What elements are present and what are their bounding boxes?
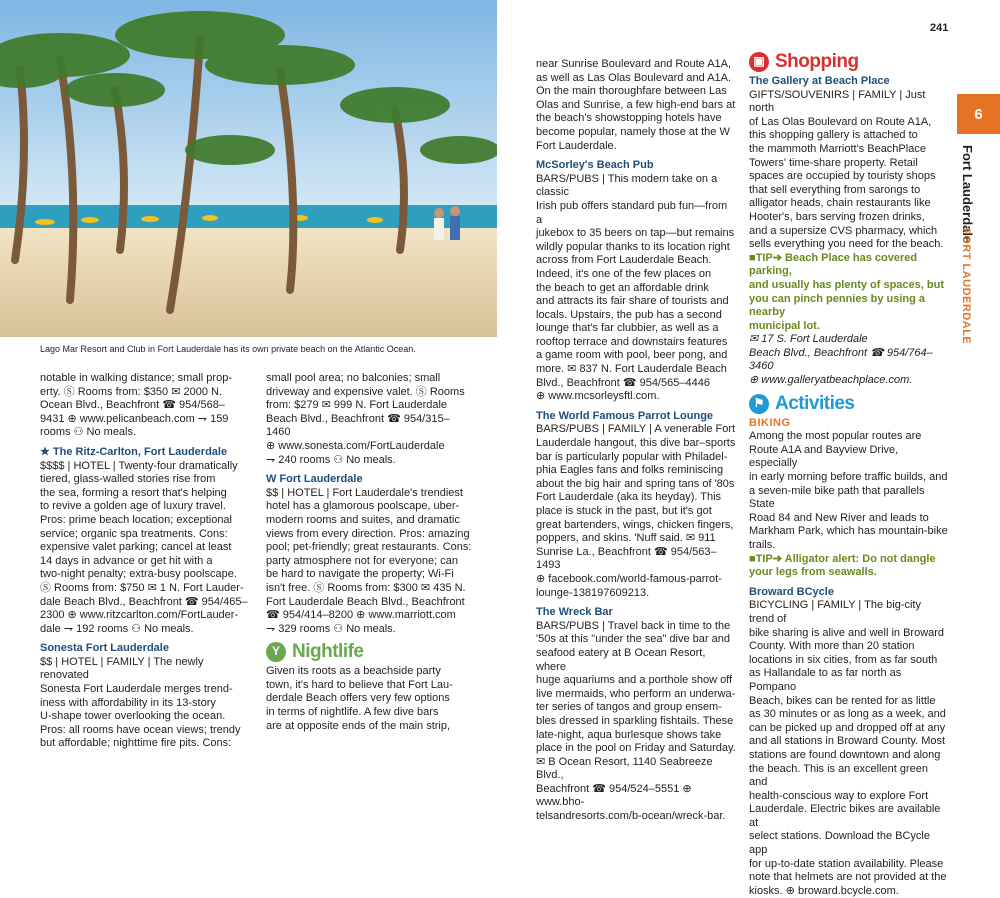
text-line: County. With more than 20 station	[749, 640, 915, 653]
text-line: place in the pool on Friday and Saturday.	[536, 742, 736, 755]
text-line: tiered, glass-walled stories rise from	[40, 473, 216, 486]
text-line: as well as Las Olas Boulevard and A1A.	[536, 71, 732, 84]
text-line: bles dressed in sparkling fishtails. These	[536, 714, 734, 727]
text-line: Road 84 and New River and leads to	[749, 511, 929, 524]
text-line: the mammoth Marriott's BeachPlace	[749, 142, 926, 155]
text-line: erty. Ⓢ Rooms from: $350 ✉ 2000 N.	[40, 385, 223, 398]
text-line: derdale Beach offers very few options	[266, 692, 450, 705]
text-line: Beach Blvd., Beachfront ☎ 954/315–1460	[266, 412, 450, 439]
nightlife-section-header	[266, 642, 474, 662]
text-line: and attracts its fair share of tourists and	[536, 295, 729, 308]
text-line: you can pinch pennies by using a nearby	[749, 292, 926, 319]
text-line: Towers' time-share property. Retail	[749, 156, 918, 169]
text-line: $$$$ | HOTEL | Twenty-four dramatically	[40, 459, 238, 472]
text-line: small pool area; no balconies; small	[266, 372, 441, 384]
text-line: ⊕ facebook.com/world-famous-parrot-	[536, 572, 722, 585]
chapter-subtitle: FORT LAUDERDALE	[960, 228, 972, 345]
text-line: ■TIP➔ Beach Place has covered parking,	[749, 251, 918, 278]
gallery-body	[749, 89, 949, 252]
column-1	[40, 372, 248, 751]
activities-title: Activities	[775, 392, 855, 414]
text-line: and all stations in Broward County. Most	[749, 735, 946, 748]
wreck-title: The Wreck Bar	[536, 606, 613, 619]
text-line: rooftop terrace and downstairs features	[536, 335, 728, 348]
text-line: modern rooms and suites, and dramatic	[266, 513, 460, 526]
text-line: Fort Lauderdale.	[536, 139, 617, 152]
sonesta-title: Sonesta Fort Lauderdale	[40, 642, 169, 655]
text-line: the beach. This is an excellent green and	[749, 762, 928, 789]
text-line: Olas and Sunrise, a few high-end bars at	[536, 98, 736, 111]
nightlife-body	[266, 665, 474, 733]
text-line: notable in walking distance; small prop-	[40, 372, 232, 384]
bcycle-title: Broward BCycle	[749, 585, 834, 598]
text-line: in terms of nightlife. A few dive bars	[266, 706, 439, 719]
chapter-side-label	[960, 145, 982, 345]
text-line: but affordable; nighttime fire pits. Cons:	[40, 737, 232, 750]
text-line: Blvd., Beachfront ☎ 954/565–4446	[536, 376, 710, 389]
text-line: Ocean Blvd., Beachfront ☎ 954/568–	[40, 399, 225, 412]
text-line: iness with affordability in its 13-story	[40, 696, 216, 709]
text-line: as Hallandale to as far north as Pompano	[749, 667, 902, 693]
bcycle-body	[749, 599, 949, 898]
text-line: $$ | HOTEL | Fort Lauderdale's trendiest	[266, 486, 463, 499]
sonesta-body	[40, 656, 248, 751]
col3-intro	[536, 58, 736, 153]
text-line: Among the most popular routes are	[749, 430, 922, 443]
wreck-body	[536, 620, 736, 824]
text-line: lounge-138197609213.	[536, 586, 650, 599]
text-line: locals. Upstairs, the pub has a second	[536, 308, 722, 321]
text-line: BARS/PUBS | This modern take on a classic	[536, 172, 718, 199]
text-line: wildly popular thanks to its location right	[536, 240, 730, 253]
text-line: U-shape tower overlooking the ocean.	[40, 710, 226, 723]
text-line: spaces are occupied by touristy shops	[749, 170, 936, 183]
activities-section-header	[749, 394, 949, 414]
text-line: huge aquariums and a porthole show off	[536, 674, 733, 687]
text-line: ⊕ www.mcsorleysftl.com.	[536, 390, 660, 403]
text-line: great bartenders, wings, chicken fingers,	[536, 518, 734, 531]
text-line: trails.	[749, 539, 776, 551]
text-line: Beachfront ☎ 954/524–5551 ⊕ www.bho-	[536, 782, 692, 809]
text-line: near Sunrise Boulevard and Route A1A,	[536, 58, 732, 70]
parrot-body	[536, 423, 736, 600]
biking-tip	[749, 553, 949, 580]
text-line: service; organic spa treatments. Cons:	[40, 527, 228, 540]
text-line: place is stuck in the past, but it's got	[536, 505, 712, 517]
chapter-number-tab: 6	[957, 94, 1000, 134]
text-line: BARS/PUBS | Travel back in time to the	[536, 619, 731, 632]
text-line: Beach Blvd., Beachfront ☎ 954/764–3460	[749, 346, 933, 373]
text-line: Lauderdale. Electric bikes are available at	[749, 803, 941, 829]
text-line: ✉ 17 S. Fort Lauderdale	[749, 333, 868, 346]
text-line: that sell everything from sarongs to	[749, 183, 921, 196]
text-line: Indeed, it's one of the few places on	[536, 267, 712, 280]
text-line: more. ✉ 837 N. Fort Lauderdale Beach	[536, 363, 727, 376]
text-line: Markham Park, which has mountain-bike	[749, 525, 948, 538]
text-line: Fort Lauderdale Beach Blvd., Beachfront	[266, 595, 465, 608]
text-line: Sonesta Fort Lauderdale merges trend-	[40, 683, 233, 696]
runner-icon: ⚑	[749, 394, 769, 414]
text-line: select stations. Download the BCycle app	[749, 830, 930, 857]
col2-intro	[266, 372, 474, 467]
text-line: ter series of tangos and group ensem-	[536, 701, 722, 714]
text-line: Pros: prime beach location; exceptional	[40, 513, 232, 526]
text-line: to revive a golden age of luxury travel.	[40, 500, 226, 513]
text-line: ⊕ www.sonesta.com/FortLauderdale	[266, 439, 445, 452]
text-line: stations are found downtown and along	[749, 748, 941, 761]
text-line: views from every direction. Pros: amazing	[266, 527, 470, 540]
text-line: Irish pub offers standard pub fun—from a	[536, 199, 728, 226]
text-line: driveway and expensive valet. Ⓢ Rooms	[266, 385, 465, 398]
col1-intro	[40, 372, 248, 440]
text-line: as 30 minutes or as long as a week, and	[749, 708, 946, 721]
nightlife-title: Nightlife	[292, 641, 364, 663]
w-body	[266, 487, 474, 637]
text-line: telsandresorts.com/b-ocean/wreck-bar.	[536, 810, 726, 823]
text-line: phia Eagles fans and folks reminiscing	[536, 464, 724, 477]
text-line: the beach to get an affordable drink	[536, 281, 709, 294]
text-line: and a supersize CVS pharmacy, which	[749, 224, 938, 237]
column-3	[536, 58, 736, 824]
text-line: BICYCLING | FAMILY | The big-city trend of	[749, 599, 921, 625]
text-line: bike sharing is alive and well in Broward	[749, 626, 945, 639]
text-line: become popular, namely those at the W	[536, 125, 730, 138]
text-line: Beach, bikes can be rented for as little	[749, 694, 936, 707]
text-line: alligator heads, chain restaurants like	[749, 197, 931, 210]
text-line: locations in six cities, from as far south	[749, 653, 938, 666]
text-line: the beach's showstopping hotels have	[536, 112, 722, 125]
shopping-bag-icon: ▣	[749, 52, 769, 72]
text-line: Ⓢ Rooms from: $750 ✉ 1 N. Fort Lauder-	[40, 581, 244, 594]
text-line: sells everything you need for the beach.	[749, 238, 944, 251]
text-line: rooms ⚇ No meals.	[40, 426, 137, 439]
text-line: Sunrise La., Beachfront ☎ 954/563–1493	[536, 545, 717, 572]
text-line: live mermaids, who perform an underwa-	[536, 687, 736, 700]
text-line: $$ | HOTEL | FAMILY | The newly renovated	[40, 655, 204, 682]
text-line: '50s at this "under the sea" dive bar and	[536, 633, 730, 646]
text-line: Pros: all rooms have ocean views; trendy	[40, 723, 241, 736]
text-line: poppers, and skins. 'Nuff said. ✉ 911	[536, 532, 716, 545]
text-line: ⇁ 329 rooms ⚇ No meals.	[266, 622, 396, 635]
text-line: a seven-mile bike path that parallels State	[749, 484, 925, 511]
biking-body	[749, 430, 949, 552]
text-line: municipal lot.	[749, 319, 820, 332]
cocktail-icon: Y	[266, 642, 286, 662]
page-number: 241	[930, 22, 949, 34]
text-line: dale ⇁ 192 rooms ⚇ No meals.	[40, 622, 194, 635]
text-line: Hooter's, bars serving frozen drinks,	[749, 210, 925, 223]
text-line: a game room with pool, beer pong, and	[536, 349, 728, 362]
gallery-title: The Gallery at Beach Place	[749, 75, 890, 87]
ritz-body	[40, 460, 248, 637]
text-line: your legs from seawalls.	[749, 566, 877, 579]
text-line: this shopping gallery is attached to	[749, 129, 918, 142]
ritz-title: ★ The Ritz-Carlton, Fort Lauderdale	[40, 445, 228, 458]
text-line: for up-to-date station availability. Please	[749, 857, 944, 870]
text-line: and usually has plenty of spaces, but	[749, 278, 944, 291]
photo-caption: Lago Mar Resort and Club in Fort Lauderdale has its own private beach on the Atlantic Ocean.	[40, 344, 416, 354]
column-2	[266, 372, 474, 733]
mcsorley-title: McSorley's Beach Pub	[536, 159, 654, 172]
text-line: be hard to navigate the property; Wi-Fi	[266, 568, 454, 581]
gallery-tip	[749, 252, 949, 334]
shopping-title: Shopping	[775, 51, 859, 73]
beach-photo	[0, 0, 497, 337]
text-line: ■TIP➔ Alligator alert: Do not dangle	[749, 552, 936, 565]
text-line: lounge that's far clubbier, as well as a	[536, 322, 719, 335]
text-line: the sea, forming a resort that's helping	[40, 486, 227, 499]
text-line: bar is particularly popular with Philadel-	[536, 450, 728, 463]
text-line: pool; pet-friendly; great restaurants. Cons:	[266, 541, 472, 554]
text-line: from: $279 ✉ 999 N. Fort Lauderdale	[266, 399, 448, 412]
text-line: health-conscious way to explore Fort	[749, 789, 929, 802]
gallery-address	[749, 333, 949, 387]
text-line: in early morning before traffic builds, and	[749, 471, 948, 484]
text-line: jukebox to 35 beers on tap—but remains	[536, 227, 735, 240]
text-line: can be picked up and dropped off at any	[749, 721, 946, 734]
text-line: of Las Olas Boulevard on Route A1A,	[749, 115, 932, 128]
text-line: isn't free. Ⓢ Rooms from: $300 ✉ 435 N.	[266, 581, 466, 594]
text-line: On the main thoroughfare between Las	[536, 85, 727, 98]
text-line: ⇁ 240 rooms ⚇ No meals.	[266, 453, 396, 466]
text-line: hotel has a glamorous poolscape, uber-	[266, 500, 460, 513]
text-line: 9431 ⊕ www.pelicanbeach.com ⇁ 159	[40, 412, 229, 425]
text-line: are at opposite ends of the main strip,	[266, 719, 451, 732]
text-line: BARS/PUBS | FAMILY | A venerable Fort	[536, 423, 736, 436]
w-title: W Fort Lauderdale	[266, 473, 363, 486]
text-line: note that helmets are not provided at the	[749, 871, 947, 884]
text-line: late-night, aqua burlesque shows take	[536, 728, 722, 741]
text-line: 14 days in advance or get hit with a	[40, 554, 213, 567]
text-line: GIFTS/SOUVENIRS | FAMILY | Just north	[749, 88, 926, 115]
text-line: town, it's hard to believe that Fort Lau-	[266, 678, 453, 691]
parrot-title: The World Famous Parrot Lounge	[536, 409, 714, 422]
column-4	[749, 52, 949, 898]
text-line: two-night penalty; extra-busy poolscape.	[40, 568, 237, 581]
text-line: 2300 ⊕ www.ritzcarlton.com/FortLauder-	[40, 609, 239, 622]
text-line: expensive valet parking; cancel at least	[40, 541, 232, 554]
chapter-title: Fort Lauderdale	[960, 145, 975, 244]
text-line: ✉ B Ocean Resort, 1140 Seabreeze Blvd.,	[536, 755, 713, 782]
text-line: Route A1A and Bayview Drive, especially	[749, 443, 899, 470]
text-line: Lauderdale hangout, this dive bar–sports	[536, 437, 736, 450]
text-line: ☎ 954/414–8200 ⊕ www.marriott.com	[266, 609, 456, 622]
text-line: across from Fort Lauderdale Beach.	[536, 254, 712, 267]
text-line: kiosks. ⊕ broward.bcycle.com.	[749, 884, 899, 897]
text-line: about the big hair and spring tans of '80s	[536, 477, 735, 490]
text-line: seafood eatery at B Ocean Resort, where	[536, 646, 706, 673]
shopping-section-header	[749, 52, 949, 72]
biking-subtitle: BIKING	[749, 416, 791, 429]
text-line: dale Beach Blvd., Beachfront ☎ 954/465–	[40, 595, 248, 608]
text-line: party atmosphere not for everyone; can	[266, 554, 458, 567]
mcsorley-body	[536, 173, 736, 404]
text-line: ⊕ www.galleryatbeachplace.com.	[749, 374, 913, 387]
text-line: Fort Lauderdale (aka its heyday). This	[536, 491, 722, 504]
text-line: Given its roots as a beachside party	[266, 665, 441, 678]
